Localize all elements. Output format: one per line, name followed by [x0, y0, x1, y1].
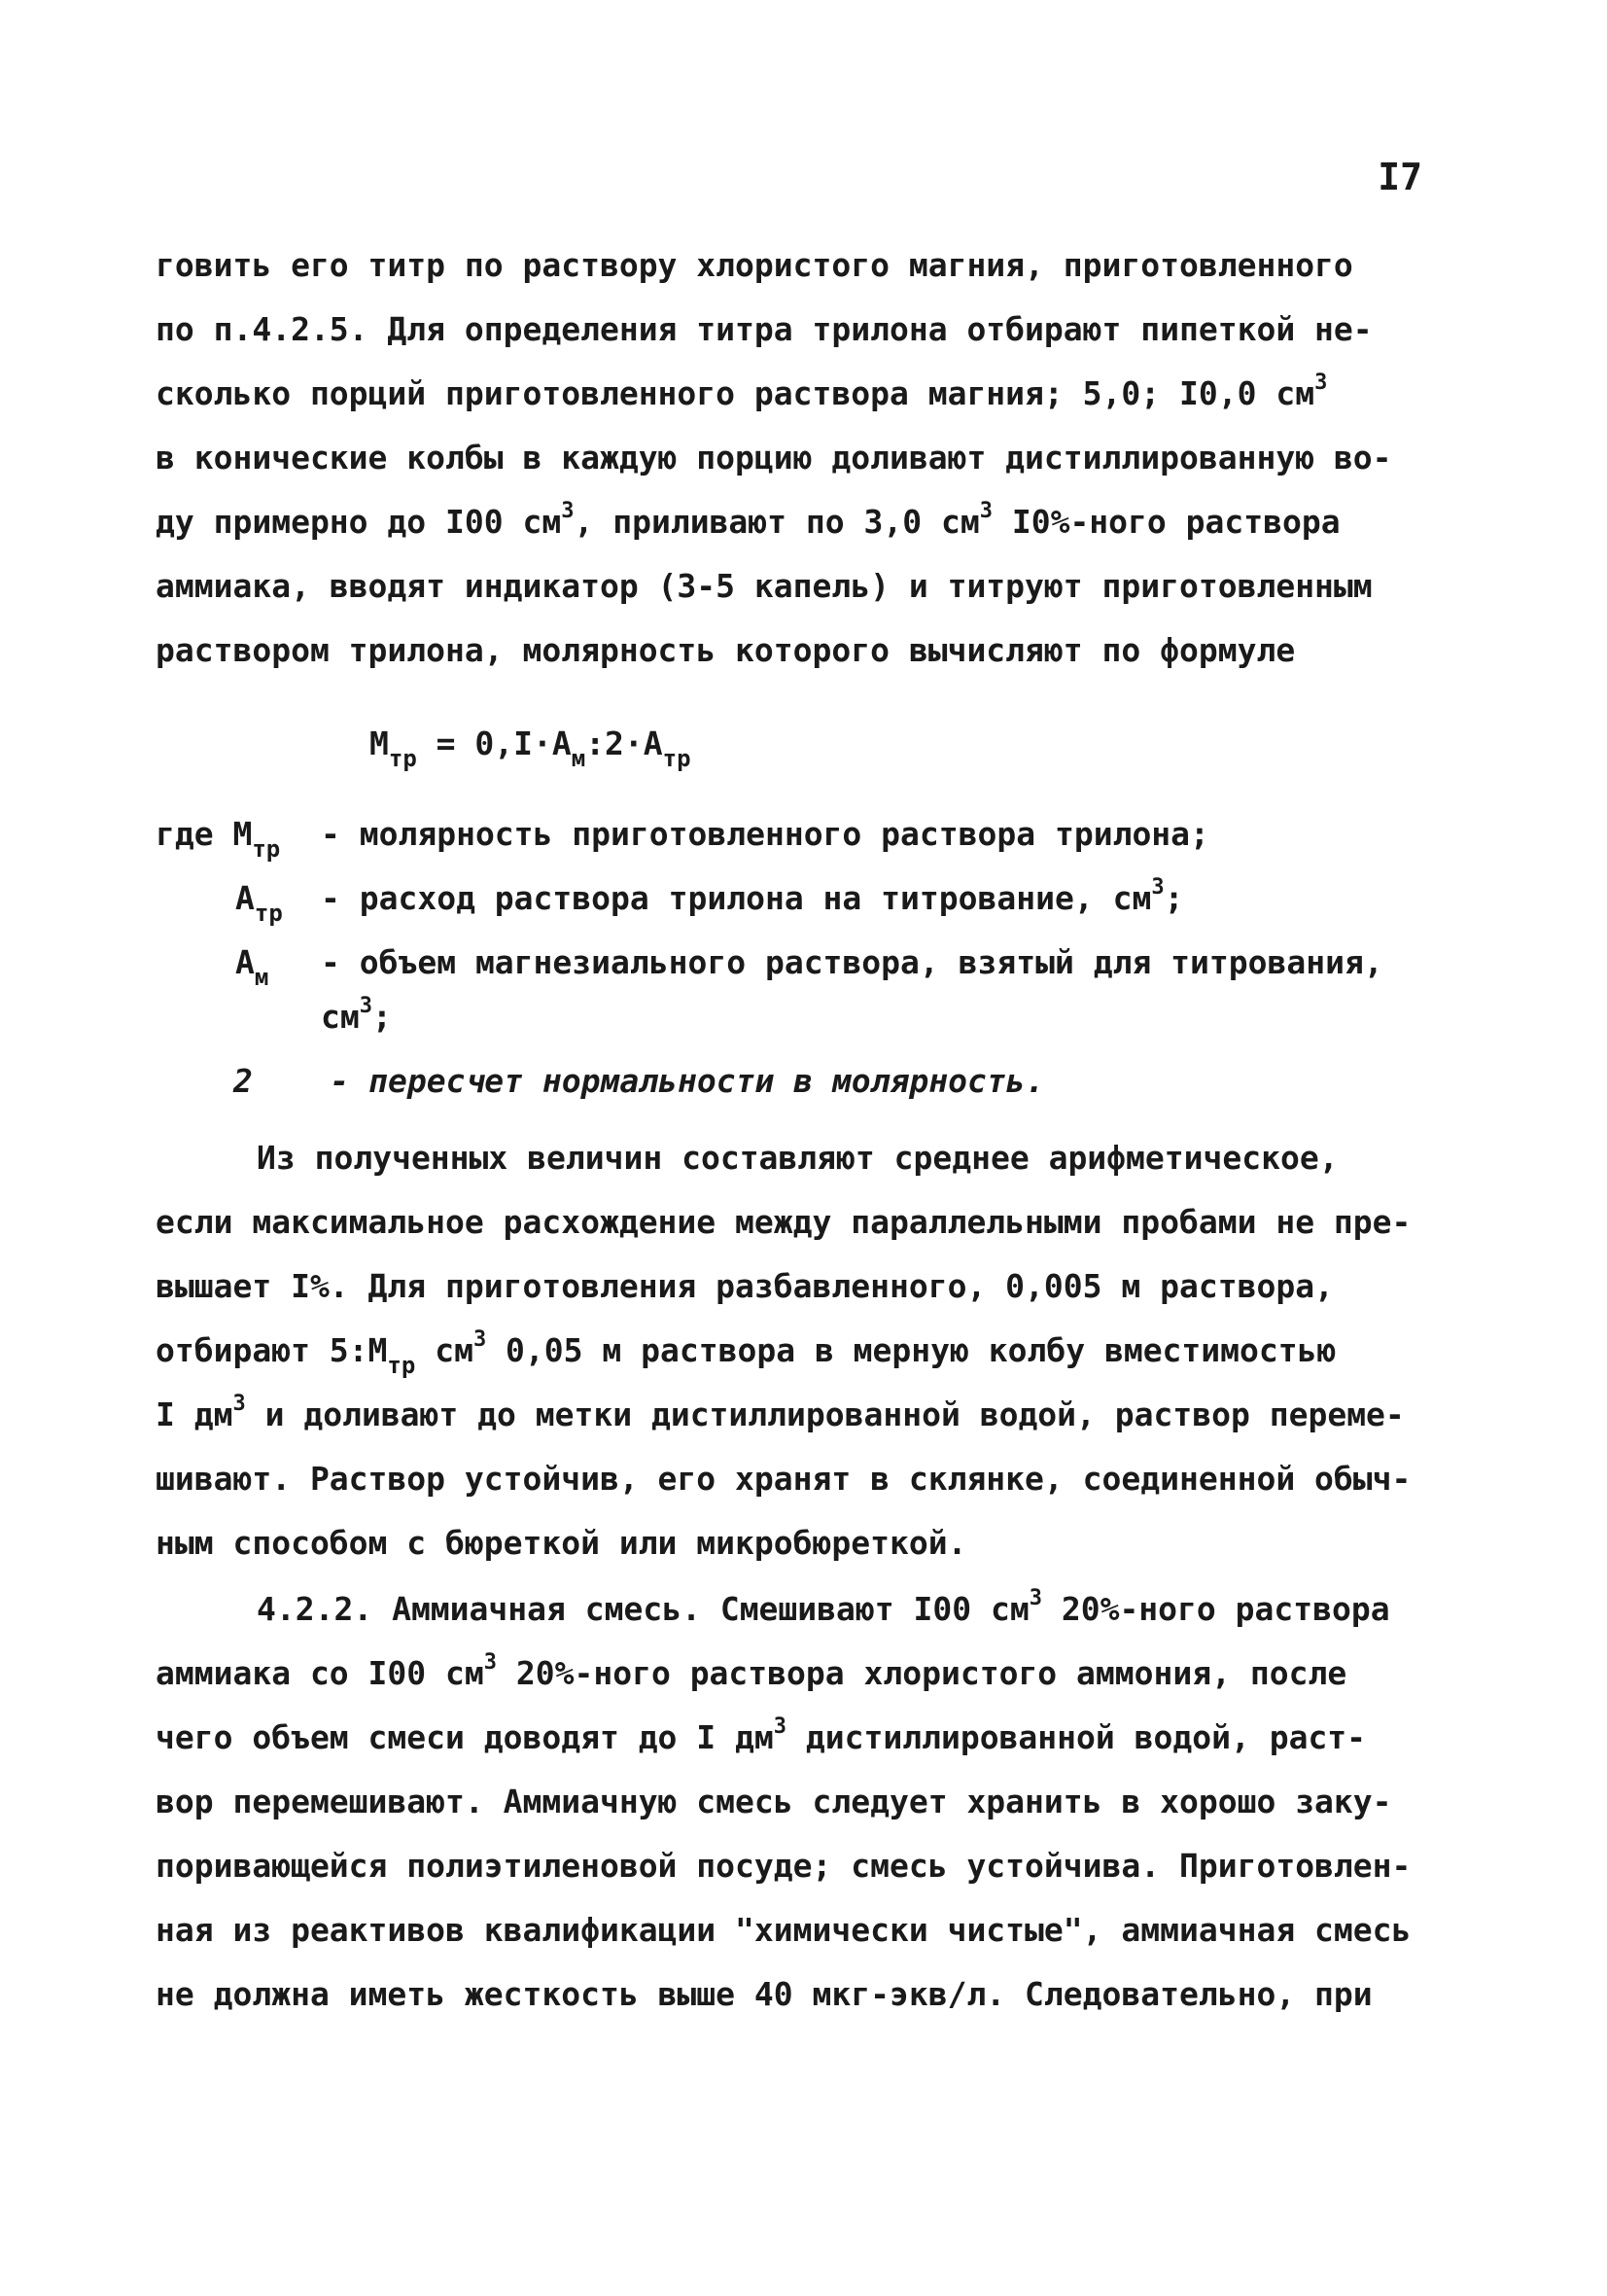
text-line: говить его титр по раствору хлористого магния, приготовленного: [156, 246, 1353, 284]
molarity-formula: $M_{тр}$ = $0,I\cdot A_м:2\cdot A_{тр}$: [369, 724, 691, 772]
text-line: I $дм^3$ и доливают до метки дистиллированной водой, раствор переме-: [156, 1392, 1405, 1433]
text-line: аммиака со I00 $см^3$ 20%-ного раствора хлористого аммония, после: [156, 1650, 1347, 1692]
text-line: чего объем смеси доводят до I $дм^3$ дистиллированной водой, раст-: [156, 1714, 1367, 1756]
text-line: в конические колбы в каждую порцию доливают дистиллированную во-: [156, 439, 1392, 477]
text-line: по п.4.2.5. Для определения титра трилона отбирают пипеткой не-: [156, 310, 1373, 348]
text-line: если максимальное расхождение между параллельными пробами не пре-: [156, 1203, 1412, 1241]
text-line: шивают. Раствор устойчив, его хранят в склянке, соединенной обыч-: [156, 1460, 1412, 1498]
text-line: ная из реактивов квалификации "химически чистые", аммиачная смесь: [156, 1911, 1412, 1949]
paragraph-3: [156, 1577, 1449, 2027]
text-line: вышает I%. Для приготовления разбавленного, 0,005 м раствора,: [156, 1267, 1334, 1305]
text-line: раствором трилона, молярность которого вычисляют по формуле: [156, 631, 1296, 669]
text-line: ным способом с бюреткой или микробюреткой.: [156, 1524, 967, 1562]
paragraph-1: [156, 233, 1449, 683]
text-line: поривающейся полиэтиленовой посуде; смесь устойчива. Приготовлен-: [156, 1847, 1412, 1885]
legend-row: где $M_{тр}$ - молярность приготовленного раствора трилона;: [156, 815, 1209, 863]
legend-row-last: 2 - пересчет нормальности в молярность.: [233, 1062, 1045, 1100]
text-line: не должна иметь жесткость выше 40 мкг-экв/л. Следовательно, при: [156, 1975, 1373, 2013]
text-line: Из полученных величин составляют среднее арифметическое,: [257, 1139, 1339, 1177]
text-line: сколько порций приготовленного раствора магния; 5,0; I0,0 $см^3$: [156, 371, 1328, 412]
text-line: отбирают $5:M_{тр}$ $см^3$ 0,05 м раствора в мерную колбу вместимостью: [156, 1327, 1337, 1379]
legend-row: $A_{тр}$ - расход раствора трилона на титрование, $см^3$;: [235, 875, 1184, 927]
legend-row: $A_м$ - объем магнезиального раствора, взятый для титрования,: [235, 943, 1383, 991]
text-line: 4.2.2. Аммиачная смесь. Смешивают I00 $см^3$ 20%-ного раствора: [257, 1586, 1390, 1628]
text-line: ду примерно до I00 $см^3$, приливают по 3,0 $см^3$ I0%-ного раствора: [156, 499, 1341, 541]
legend-row-continuation: $см^3$;: [321, 994, 392, 1036]
text-line: аммиака, вводят индикатор (3-5 капель) и титруют приготовленным: [156, 567, 1373, 605]
formula-legend: [156, 815, 1383, 1062]
paragraph-2: [156, 1126, 1449, 1575]
page-number: I7: [1378, 156, 1422, 198]
text-line: вор перемешивают. Аммиачную смесь следует хранить в хорошо заку-: [156, 1783, 1392, 1820]
